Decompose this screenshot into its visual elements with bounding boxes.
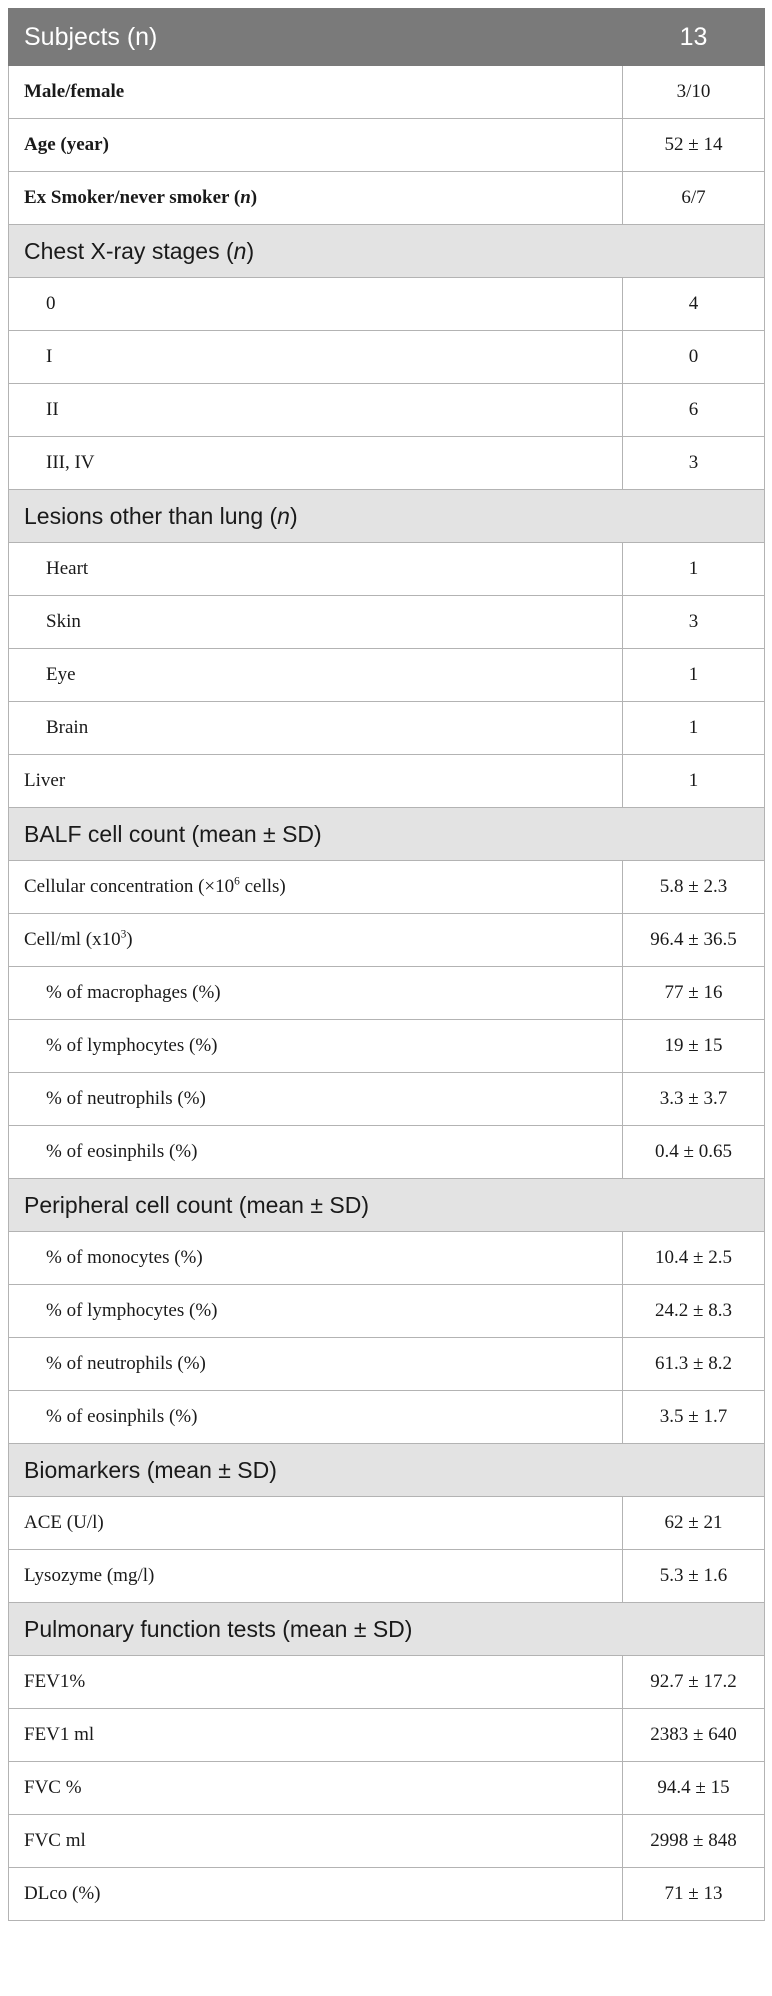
section-header-row (9, 1603, 765, 1656)
row-value: 92.7 ± 17.2 (623, 1656, 765, 1709)
row-label: Lysozyme (mg/l) (24, 1565, 155, 1586)
row-label-cell (9, 1391, 623, 1444)
row-value: 3 (623, 596, 765, 649)
section-title (9, 808, 765, 861)
row-label-cell (9, 1868, 623, 1921)
table-row (9, 755, 765, 808)
row-label-cell (9, 172, 623, 225)
row-label: Heart (46, 558, 89, 579)
table-row (9, 967, 765, 1020)
row-label-cell (9, 967, 623, 1020)
row-label: % of lymphocytes (%) (46, 1035, 218, 1056)
row-label: Eye (46, 664, 76, 685)
section-header-row (9, 225, 765, 278)
row-label-italic: n (240, 187, 251, 208)
row-value: 6/7 (623, 172, 765, 225)
row-label-cell (9, 1126, 623, 1179)
table-row (9, 1126, 765, 1179)
table-row (9, 1338, 765, 1391)
row-label-tail: ) (126, 929, 133, 950)
table-row (9, 1815, 765, 1868)
row-label: % of eosinphils (%) (46, 1406, 198, 1427)
section-title (9, 490, 765, 543)
row-label-cell (9, 596, 623, 649)
row-label-cell (9, 384, 623, 437)
row-label-cell (9, 1073, 623, 1126)
row-label: Cellular concentration (×10 (24, 876, 235, 897)
table-row (9, 1656, 765, 1709)
row-label: III, IV (46, 452, 95, 473)
row-label-cell (9, 1815, 623, 1868)
table-row (9, 1868, 765, 1921)
row-label: FVC % (24, 1777, 82, 1798)
row-label-cell (9, 1497, 623, 1550)
row-value: 24.2 ± 8.3 (623, 1285, 765, 1338)
row-value: 3/10 (623, 66, 765, 119)
row-label-cell (9, 1285, 623, 1338)
row-value: 0 (623, 331, 765, 384)
row-label-italic: n (233, 237, 247, 264)
table-row (9, 1391, 765, 1444)
row-label-italic: n (277, 502, 290, 529)
row-label-superscript: 3 (120, 928, 127, 941)
row-value: 1 (623, 702, 765, 755)
row-label-cell (9, 649, 623, 702)
row-label: FVC ml (24, 1830, 86, 1851)
row-value: 94.4 ± 15 (623, 1762, 765, 1815)
row-value: 3.5 ± 1.7 (623, 1391, 765, 1444)
row-label-cell (9, 1232, 623, 1285)
row-label-cell (9, 1550, 623, 1603)
section-title (9, 225, 765, 278)
row-value: 61.3 ± 8.2 (623, 1338, 765, 1391)
row-value: 5.3 ± 1.6 (623, 1550, 765, 1603)
row-value: 3.3 ± 3.7 (623, 1073, 765, 1126)
row-label: Pulmonary function tests (mean ± SD) (24, 1615, 413, 1642)
row-label: Male/female (24, 81, 125, 102)
row-label-tail: cells) (239, 876, 286, 897)
table-header-row (9, 9, 765, 66)
row-label-cell (9, 1656, 623, 1709)
row-label-cell (9, 1338, 623, 1391)
row-value: 1 (623, 755, 765, 808)
table-row (9, 1497, 765, 1550)
row-label: % of neutrophils (%) (46, 1353, 206, 1374)
table-row (9, 331, 765, 384)
row-label-superscript: 6 (234, 875, 240, 888)
row-value: 0.4 ± 0.65 (623, 1126, 765, 1179)
row-label: % of neutrophils (%) (46, 1088, 206, 1109)
row-value: 10.4 ± 2.5 (623, 1232, 765, 1285)
table-row (9, 1550, 765, 1603)
row-label: Peripheral cell count (mean ± SD) (24, 1191, 369, 1218)
section-header-row (9, 1444, 765, 1497)
row-label-cell (9, 543, 623, 596)
table-row (9, 596, 765, 649)
row-value: 71 ± 13 (623, 1868, 765, 1921)
row-label-cell (9, 1020, 623, 1073)
row-label-tail: ) (246, 237, 255, 264)
table-row (9, 1285, 765, 1338)
table-row (9, 1762, 765, 1815)
row-label: Liver (24, 770, 66, 791)
row-label: FEV1 ml (24, 1724, 95, 1745)
table-row (9, 543, 765, 596)
row-label: II (46, 399, 59, 420)
row-value: 2383 ± 640 (623, 1709, 765, 1762)
row-value: 77 ± 16 (623, 967, 765, 1020)
section-header-row (9, 490, 765, 543)
section-title (9, 1444, 765, 1497)
row-label: Lesions other than lung ( (24, 502, 278, 529)
row-value: 1 (623, 543, 765, 596)
table-row (9, 437, 765, 490)
table-row (9, 1073, 765, 1126)
table-row (9, 172, 765, 225)
row-label-cell (9, 861, 623, 914)
table-row (9, 702, 765, 755)
row-value: 1 (623, 649, 765, 702)
row-label-cell (9, 278, 623, 331)
section-header-row (9, 808, 765, 861)
row-value: 4 (623, 278, 765, 331)
table-row (9, 1020, 765, 1073)
header-value: 13 (623, 9, 765, 66)
subjects-characteristics-table (8, 8, 765, 1921)
row-value: 62 ± 21 (623, 1497, 765, 1550)
row-value: 52 ± 14 (623, 119, 765, 172)
row-label: ACE (U/l) (24, 1512, 104, 1533)
row-value: 2998 ± 848 (623, 1815, 765, 1868)
row-value: 96.4 ± 36.5 (623, 914, 765, 967)
row-value: 5.8 ± 2.3 (623, 861, 765, 914)
row-label: Skin (46, 611, 81, 632)
section-header-row (9, 1179, 765, 1232)
row-value: 19 ± 15 (623, 1020, 765, 1073)
section-title (9, 1179, 765, 1232)
section-title (9, 1603, 765, 1656)
row-label: Age (year) (24, 134, 109, 155)
row-label-cell (9, 1709, 623, 1762)
row-label: DLco (%) (24, 1883, 101, 1904)
row-label-tail: ) (250, 187, 258, 208)
row-label-cell (9, 331, 623, 384)
row-label-cell (9, 119, 623, 172)
row-label: 0 (46, 293, 56, 314)
row-label: Cell/ml (x10 (24, 929, 121, 950)
row-label: % of lymphocytes (%) (46, 1300, 218, 1321)
row-label-cell (9, 66, 623, 119)
row-value: 6 (623, 384, 765, 437)
row-label-tail: ) (289, 502, 298, 529)
table-row (9, 66, 765, 119)
row-label: % of macrophages (%) (46, 982, 221, 1003)
row-label: FEV1% (24, 1671, 86, 1692)
row-value: 3 (623, 437, 765, 490)
row-label: % of monocytes (%) (46, 1247, 203, 1268)
table-row (9, 384, 765, 437)
table-row (9, 861, 765, 914)
row-label-cell (9, 702, 623, 755)
table-body (9, 9, 765, 1921)
row-label: Ex Smoker/never smoker ( (24, 187, 241, 208)
header-label: Subjects (n) (9, 9, 623, 66)
table-row (9, 914, 765, 967)
row-label-cell (9, 1762, 623, 1815)
table-row (9, 119, 765, 172)
row-label-cell (9, 755, 623, 808)
row-label: Biomarkers (mean ± SD) (24, 1456, 277, 1483)
row-label: % of eosinphils (%) (46, 1141, 198, 1162)
row-label: Chest X-ray stages ( (24, 237, 234, 264)
table-row (9, 1709, 765, 1762)
table-row (9, 1232, 765, 1285)
row-label-cell (9, 437, 623, 490)
row-label-cell (9, 914, 623, 967)
table-row (9, 649, 765, 702)
row-label: I (46, 346, 53, 367)
row-label: Brain (46, 717, 89, 738)
table-row (9, 278, 765, 331)
row-label: BALF cell count (mean ± SD) (24, 820, 322, 847)
